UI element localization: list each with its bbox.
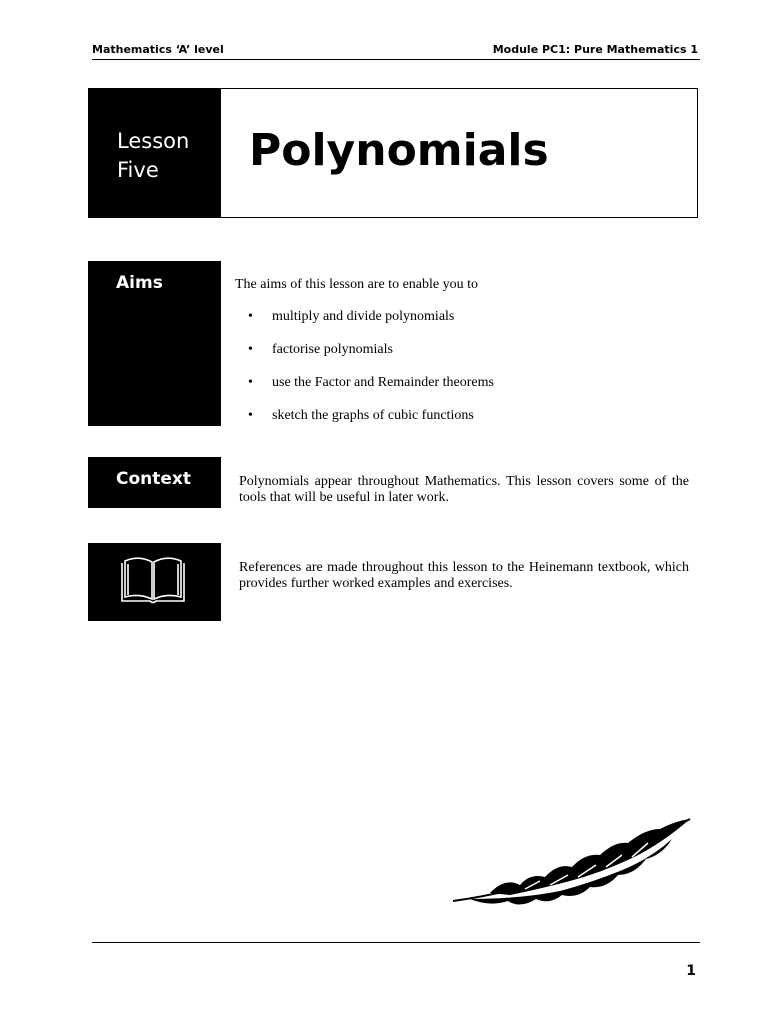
header-module-title: Module PC1: Pure Mathematics 1 — [492, 43, 698, 56]
context-block — [88, 457, 221, 508]
references-text: References are made throughout this lesson to the Heinemann textbook, which provides further worked examples and exercises. — [239, 560, 689, 591]
header-divider — [92, 59, 700, 60]
context-label: Context — [116, 469, 192, 489]
header-course-title: Mathematics ‘A’ level — [92, 43, 224, 56]
aims-label: Aims — [116, 273, 163, 293]
aims-item-text: sketch the graphs of cubic functions — [272, 408, 474, 423]
aims-block — [88, 261, 221, 426]
lesson-number-label — [117, 127, 189, 185]
aims-list-item — [248, 408, 494, 441]
references-block — [88, 543, 221, 621]
book-icon — [119, 555, 187, 605]
bullet-icon: • — [248, 309, 253, 324]
aims-list-item — [248, 342, 494, 375]
bullet-icon: • — [248, 342, 253, 357]
bullet-icon: • — [248, 408, 253, 423]
aims-item-text: multiply and divide polynomials — [272, 309, 455, 324]
aims-intro: The aims of this lesson are to enable you to — [235, 277, 478, 292]
lesson-title-box — [88, 88, 698, 218]
footer-divider — [92, 942, 700, 943]
aims-list — [248, 309, 494, 441]
bullet-icon: • — [248, 375, 253, 390]
lesson-label-line1: Lesson — [117, 129, 190, 153]
context-text: Polynomials appear throughout Mathematics. This lesson covers some of the tools that will be useful in later work. — [239, 474, 689, 505]
quill-icon — [450, 815, 695, 910]
lesson-title: Polynomials — [249, 125, 549, 176]
page-number: 1 — [686, 963, 696, 979]
aims-list-item — [248, 375, 494, 408]
lesson-number-block — [89, 89, 221, 217]
aims-list-item — [248, 309, 494, 342]
aims-item-text: use the Factor and Remainder theorems — [272, 375, 494, 390]
lesson-label-line2: Five — [117, 158, 159, 182]
aims-item-text: factorise polynomials — [272, 342, 393, 357]
